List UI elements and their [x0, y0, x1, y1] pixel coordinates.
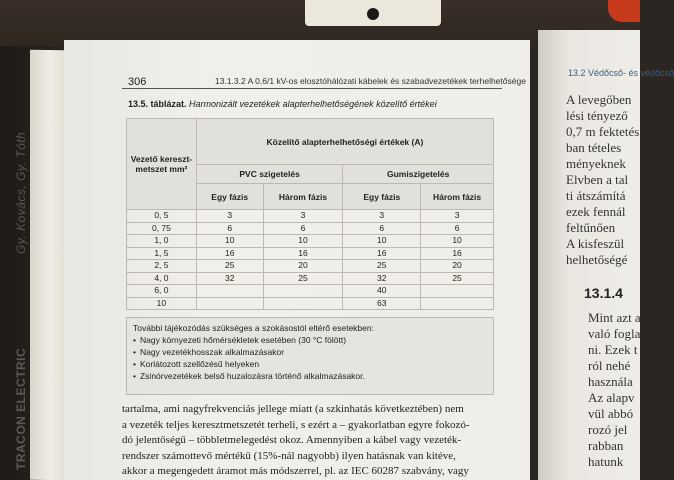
text-line: rabban [588, 438, 624, 453]
rubber-three-cell: 25 [421, 272, 494, 285]
spine-text [14, 40, 28, 470]
text-line: használa [588, 374, 633, 389]
pvc-single-cell: 3 [196, 210, 263, 223]
rubber-three-cell: 10 [421, 235, 494, 248]
text-line: 0,7 m fektetés [566, 124, 640, 139]
text-line: vül abbó [588, 406, 634, 421]
pvc-single-cell: 25 [196, 260, 263, 273]
table-row [127, 210, 494, 223]
text-line: lési tényező [566, 108, 628, 123]
table-row [127, 260, 494, 273]
pvc-single-cell [196, 297, 263, 310]
pvc-three-cell: 3 [263, 210, 343, 223]
text-line: való fogla [588, 326, 641, 341]
right-page-text [566, 92, 639, 268]
notes-box [126, 317, 494, 395]
col-group-header: Közelítő alapterhelhetőségi értékek (A) [196, 119, 493, 165]
spine-brand: TRACON ELECTRIC [14, 347, 28, 470]
cross-section-cell: 10 [127, 297, 197, 310]
cross-section-cell: 4, 0 [127, 272, 197, 285]
spine-subtitle: Gy. Kovács, Gy. Tóth [14, 131, 28, 254]
rubber-three-cell [421, 297, 494, 310]
pvc-three-cell: 6 [263, 222, 343, 235]
cross-section-cell: 6, 0 [127, 285, 197, 298]
notes-intro: További tájékozódás szükséges a szokásostól eltérő esetekben: [133, 323, 374, 333]
pvc-single-cell: 32 [196, 272, 263, 285]
rubber-single-cell: 32 [343, 272, 421, 285]
rubber-single-cell: 6 [343, 222, 421, 235]
text-line: Az alapv [588, 390, 635, 405]
rubber-three-cell: 16 [421, 247, 494, 260]
table-caption [128, 99, 437, 109]
running-title: 13.1.3.2 A 0,6/1 kV-os elosztóhálózati kábelek és szabadvezetékek terhelhetősége [215, 76, 526, 86]
notes-item: • Korlátozott szellőzésű helyeken [133, 358, 487, 370]
body-line: dó jelentőségű – többletmelegedést okoz. Amennyiben a kábel vagy vezeték- [122, 434, 462, 446]
pvc-three-phase-header: Három fázis [263, 184, 343, 210]
body-line: tartalma, ami nagyfrekvenciás jellege miatt (a szkinhatás következtében) nem [122, 403, 464, 415]
page-number: 306 [128, 76, 147, 88]
book-spine-edge [30, 50, 64, 480]
cross-section-cell: 2, 5 [127, 260, 197, 273]
pvc-single-cell: 16 [196, 247, 263, 260]
text-line: ményeknek [566, 156, 626, 171]
text-line: helhetőségé [566, 252, 628, 267]
cross-section-cell: 0, 75 [127, 222, 197, 235]
header-rule [122, 88, 502, 89]
pvc-three-cell: 16 [263, 247, 343, 260]
body-paragraph [122, 402, 510, 480]
rubber-single-cell: 16 [343, 247, 421, 260]
rubber-single-phase-header: Egy fázis [343, 184, 421, 210]
pvc-single-cell: 6 [196, 222, 263, 235]
text-line: ni. Ezek t [588, 342, 638, 357]
table-row [127, 235, 494, 248]
pvc-three-cell: 20 [263, 260, 343, 273]
pvc-single-phase-header: Egy fázis [196, 184, 263, 210]
rubber-single-cell: 40 [343, 285, 421, 298]
right-page-header: 13.2 Védőcső- és védőcső [568, 68, 674, 78]
table-row [127, 222, 494, 235]
text-line: ról nehé [588, 358, 631, 373]
cross-section-cell: 1, 0 [127, 235, 197, 248]
rubber-single-cell: 3 [343, 210, 421, 223]
rubber-three-cell: 3 [421, 210, 494, 223]
capacity-table [126, 118, 494, 310]
notes-list [133, 334, 487, 382]
text-line: ezek fennál [566, 204, 626, 219]
pvc-header: PVC szigetelés [196, 165, 343, 184]
table-number: 13.5. táblázat. [128, 99, 187, 109]
pvc-single-cell: 10 [196, 235, 263, 248]
pvc-three-cell [263, 285, 343, 298]
text-line: A kisfeszül [566, 236, 625, 251]
text-line: ban tételes [566, 140, 622, 155]
cross-section-cell: 1, 5 [127, 247, 197, 260]
pvc-three-cell: 10 [263, 235, 343, 248]
body-line: akkor a megengedett áramot más módszerrel, pl. az IEC 60287 szabvány, vagy [122, 465, 469, 477]
right-page [538, 30, 674, 480]
rubber-single-cell: 63 [343, 297, 421, 310]
notes-item: • Zsinórvezetékek belső huzalozásra történő alkalmazásakor. [133, 370, 487, 382]
rubber-three-cell: 6 [421, 222, 494, 235]
red-object [608, 0, 640, 22]
pvc-three-cell: 25 [263, 272, 343, 285]
table-row [127, 285, 494, 298]
bookmark-hole [367, 8, 379, 20]
rubber-single-cell: 25 [343, 260, 421, 273]
text-line: A levegőben [566, 92, 632, 107]
rubber-three-cell [421, 285, 494, 298]
body-line: rendszer számottevő mértékű (15%-nál nagyobb) ilyen hatásnak van kitéve, [122, 449, 456, 462]
notes-item: • Nagy környezeti hőmérsékletek esetében (30 °C fölött) [133, 334, 487, 346]
text-line: feltűnően [566, 220, 616, 235]
table-row [127, 297, 494, 310]
body-line: a vezeték teljes keresztmetszetét terheli, s ezért a – gyakorlatban egyre fokozó- [122, 418, 470, 431]
text-line: ti átszámítá [566, 188, 626, 203]
rubber-header: Gumiszigetelés [343, 165, 494, 184]
text-line: Mint azt a [588, 310, 641, 325]
right-page-text-2 [588, 310, 641, 470]
text-line: hatunk [588, 454, 624, 469]
rubber-three-phase-header: Három fázis [421, 184, 494, 210]
rubber-three-cell: 20 [421, 260, 494, 273]
table-row [127, 272, 494, 285]
table-title: Harmonizált vezetékek alapterhelhetőségének közelítő értékei [189, 99, 437, 109]
cross-section-cell: 0, 5 [127, 210, 197, 223]
notes-item: • Nagy vezetékhosszak alkalmazásakor [133, 346, 487, 358]
text-line: rozó jel [588, 422, 628, 437]
rubber-single-cell: 10 [343, 235, 421, 248]
pvc-three-cell [263, 297, 343, 310]
pvc-single-cell [196, 285, 263, 298]
text-line: Elvben a tal [566, 172, 629, 187]
table-row [127, 247, 494, 260]
col-cross-section-header: Vezető kereszt-metszet mm² [127, 119, 197, 210]
right-page-section-heading: 13.1.4 [584, 285, 623, 301]
